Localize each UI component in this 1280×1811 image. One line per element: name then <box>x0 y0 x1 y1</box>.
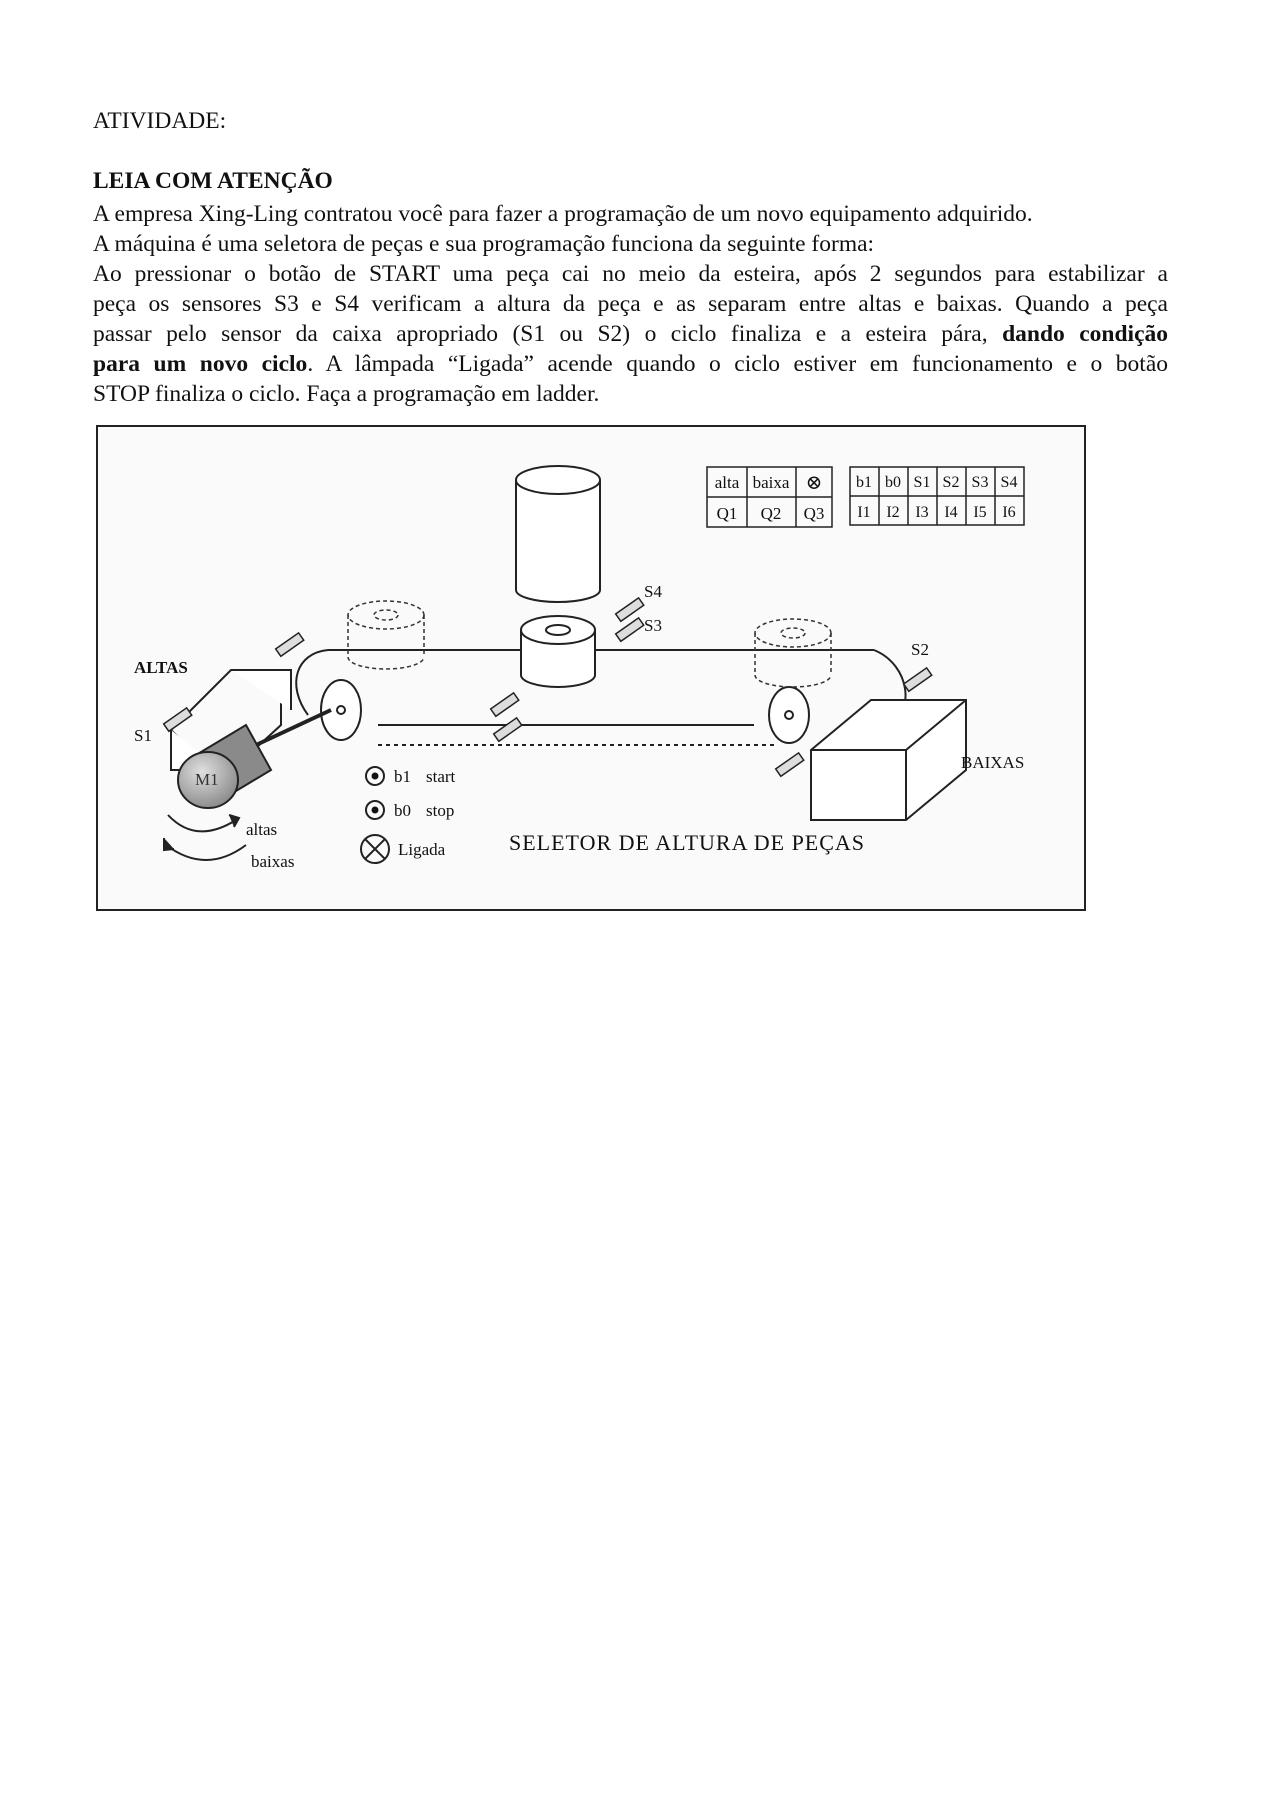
input-i4: I4 <box>944 504 958 521</box>
text-line-4: peça os sensores S3 e S4 verificam a altura da peça e as separam entre altas e baixas. Quando a peça <box>93 291 1168 317</box>
input-i3: I3 <box>915 504 929 521</box>
label-s4: S4 <box>644 582 662 601</box>
input-header-s1: S1 <box>913 474 931 491</box>
center-piece <box>521 616 595 687</box>
output-header-lamp: ⊗ <box>805 472 823 494</box>
label-s3: S3 <box>644 616 662 635</box>
input-i2: I2 <box>886 504 900 521</box>
input-header-s3: S3 <box>971 474 989 491</box>
text-line-2: A máquina é uma seletora de peças e sua programação funciona da seguinte forma: <box>93 231 875 257</box>
text-line-7: STOP finaliza o ciclo. Faça a programação em ladder. <box>93 381 600 407</box>
legend-b1-label: start <box>426 767 456 786</box>
output-header-alta: alta <box>714 473 740 492</box>
text-line-5-bold: dando condição <box>1002 321 1168 347</box>
altas-label: ALTAS <box>134 658 188 677</box>
output-q2: Q2 <box>760 504 782 523</box>
legend-b0-label: stop <box>426 801 455 820</box>
label-s1: S1 <box>134 726 152 745</box>
legend-lamp-label: Ligada <box>398 840 446 859</box>
legend-b1-key: b1 <box>394 767 411 786</box>
input-i1: I1 <box>857 504 871 521</box>
text-line-6 <box>93 349 1168 379</box>
right-roller <box>769 687 809 743</box>
machine-diagram <box>96 425 1086 911</box>
instructions-text <box>93 199 1168 409</box>
output-q1: Q1 <box>716 504 738 523</box>
text-line-5 <box>93 319 1168 349</box>
rotation-baixas-label: baixas <box>251 852 295 871</box>
baixas-label: BAIXAS <box>961 753 1025 772</box>
machine-figure <box>96 425 1086 911</box>
page-heading: ATIVIDADE: <box>93 108 227 134</box>
figure-title: SELETOR DE ALTURA DE PEÇAS <box>509 830 866 855</box>
input-i6: I6 <box>1002 504 1016 521</box>
output-header-baixa: baixa <box>752 473 790 492</box>
text-line-3: Ao pressionar o botão de START uma peça cai no meio da esteira, após 2 segundos para estabilizar a <box>93 261 1168 287</box>
section-title: LEIA COM ATENÇÃO <box>93 168 333 194</box>
dispenser-cylinder <box>516 466 600 602</box>
motor-label: M1 <box>195 770 219 789</box>
input-header-s2: S2 <box>942 474 960 491</box>
text-line-6-bold: para um novo ciclo <box>93 351 308 377</box>
text-line-6-part-b: . A lâmpada “Ligada” acende quando o ciclo estiver em funcionamento e o botão <box>307 351 1168 377</box>
input-header-s4: S4 <box>1000 474 1018 491</box>
label-s2: S2 <box>911 640 929 659</box>
input-header-b0: b0 <box>885 474 901 491</box>
output-q3: Q3 <box>803 504 825 523</box>
text-line-5-part-a: passar pelo sensor da caixa apropriado (S1 ou S2) o ciclo finaliza e a esteira pára, <box>93 321 988 347</box>
input-header-b1: b1 <box>856 474 872 491</box>
legend-b0-key: b0 <box>394 801 411 820</box>
rotation-altas-label: altas <box>246 820 278 839</box>
input-i5: I5 <box>973 504 987 521</box>
text-line-1: A empresa Xing-Ling contratou você para fazer a programação de um novo equipamento adquirido. <box>93 201 1033 227</box>
